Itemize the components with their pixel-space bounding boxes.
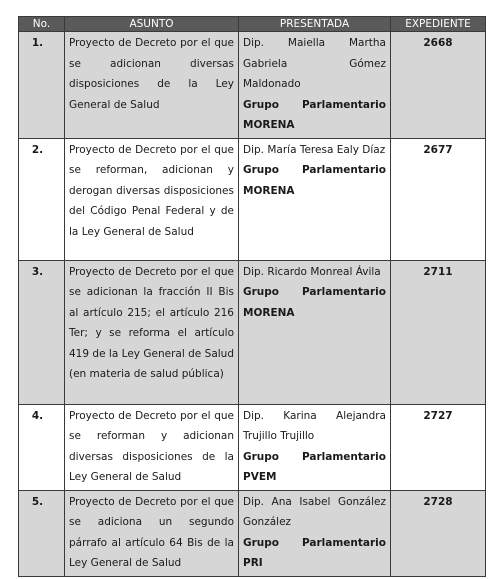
row-grupo: Grupo Parlamentario MORENA	[243, 98, 386, 131]
row-presentada	[239, 490, 391, 576]
row-grupo: Grupo Parlamentario PRI	[243, 536, 386, 569]
row-diputado: Dip. Maiella Martha Gabriela Gómez Maldonado	[243, 37, 386, 90]
row-diputado: Dip. Ana Isabel González González	[243, 495, 386, 528]
row-number: 5.	[19, 490, 65, 576]
row-expediente: 2727	[391, 404, 486, 490]
row-number: 2.	[19, 138, 65, 260]
row-expediente: 2711	[391, 260, 486, 404]
table-row	[19, 32, 486, 139]
row-presentada	[239, 138, 391, 260]
row-expediente: 2677	[391, 138, 486, 260]
table-row	[19, 260, 486, 404]
row-asunto: Proyecto de Decreto por el que se adicionan diversas disposiciones de la Ley General de Salud	[65, 32, 239, 139]
row-grupo: Grupo Parlamentario PVEM	[243, 450, 386, 483]
row-number: 1.	[19, 32, 65, 139]
row-diputado: Dip. Karina Alejandra Trujillo Trujillo	[243, 409, 386, 442]
row-presentada	[239, 32, 391, 139]
header-expediente: EXPEDIENTE	[391, 17, 486, 32]
row-expediente: 2728	[391, 490, 486, 576]
table-row	[19, 490, 486, 576]
row-presentada	[239, 404, 391, 490]
row-asunto: Proyecto de Decreto por el que se adicionan la fracción II Bis al artículo 215; el artículo 216 Ter; y se reforma el artículo 419 de la Ley General de Salud (en materia de salud pública)	[65, 260, 239, 404]
table-header-row	[19, 17, 486, 32]
row-diputado: Dip. Ricardo Monreal Ávila	[243, 265, 381, 278]
row-number: 3.	[19, 260, 65, 404]
table-row	[19, 404, 486, 490]
row-expediente: 2668	[391, 32, 486, 139]
table-row	[19, 138, 486, 260]
row-asunto: Proyecto de Decreto por el que se reforman, adicionan y derogan diversas disposiciones del Código Penal Federal y de la Ley General de Salud	[65, 138, 239, 260]
header-no: No.	[19, 17, 65, 32]
row-number: 4.	[19, 404, 65, 490]
row-grupo: Grupo Parlamentario MORENA	[243, 286, 386, 319]
header-presentada: PRESENTADA	[239, 17, 391, 32]
row-presentada	[239, 260, 391, 404]
row-asunto: Proyecto de Decreto por el que se adiciona un segundo párrafo al artículo 64 Bis de la Ley General de Salud	[65, 490, 239, 576]
row-asunto: Proyecto de Decreto por el que se reforman y adicionan diversas disposiciones de la Ley General de Salud	[65, 404, 239, 490]
header-asunto: ASUNTO	[65, 17, 239, 32]
row-diputado: Dip. María Teresa Ealy Díaz	[243, 143, 386, 156]
iniciativas-table	[18, 16, 486, 577]
row-grupo: Grupo Parlamentario MORENA	[243, 164, 386, 197]
